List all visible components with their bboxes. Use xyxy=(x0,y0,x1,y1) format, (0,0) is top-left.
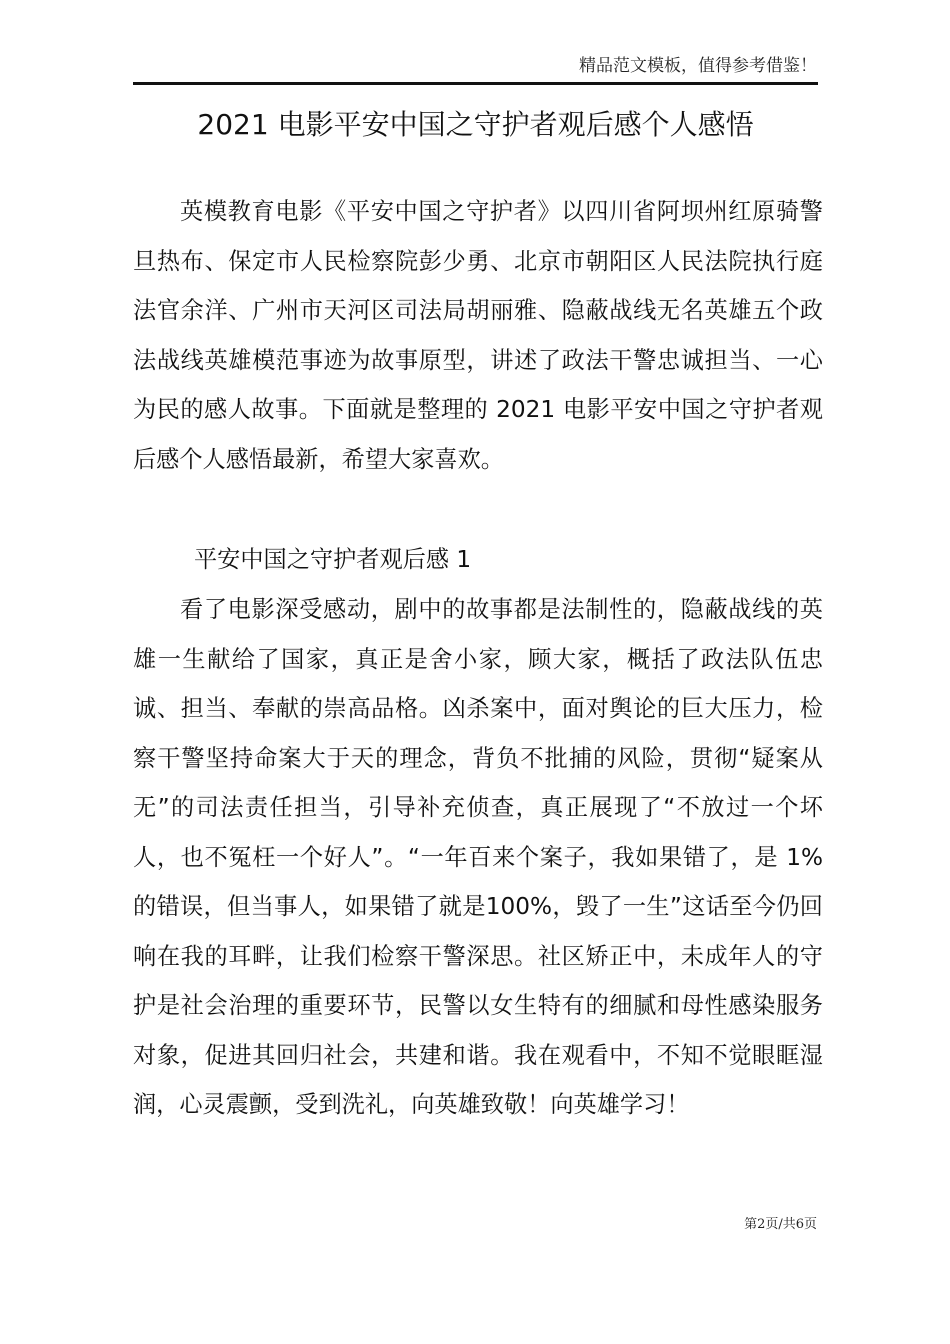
section-heading: 平安中国之守护者观后感 1 xyxy=(194,546,472,573)
intro-section xyxy=(133,187,823,484)
intro-paragraph: 英模教育电影《平安中国之守护者》以四川省阿坝州红原骑警旦热布、保定市人民检察院彭少勇、北京市朝阳区人民法院执行庭法官余洋、广州市天河区司法局胡丽雅、隐蔽战线无名英雄五个政法战线英雄模范事迹为故事原型，讲述了政法干警忠诚担当、一心为民的感人故事。下面就是整理的 2021 电影平安中国之守护者观后感个人感悟最新，希望大家喜欢。 xyxy=(133,198,823,473)
document-title: 2021 电影平安中国之守护者观后感个人感悟 xyxy=(197,108,754,141)
page-number: 第2页/共6页 xyxy=(744,1217,817,1232)
header-tagline: 精品范文模板，值得参考借鉴！ xyxy=(579,56,817,76)
section-body xyxy=(133,585,823,1130)
header-divider xyxy=(133,82,818,85)
section-paragraph: 看了电影深受感动，剧中的故事都是法制性的，隐蔽战线的英雄一生献给了国家，真正是舍小家，顾大家，概括了政法队伍忠诚、担当、奉献的崇高品格。凶杀案中，面对舆论的巨大压力，检察干警坚持命案大于天的理念，背负不批捕的风险，贯彻“疑案从无”的司法责任担当，引导补充侦查，真正展现了“不放过一个坏人，也不冤枉一个好人”。“一年百来个案子，我如果错了，是 1%的错误，但当事人，如果错了就是100%，毁了一生”这话至今仍回响在我的耳畔，让我们检察干警深思。社区矫正中，未成年人的守护是社会治理的重要环节，民警以女生特有的细腻和母性感染服务对象，促进其回归社会，共建和谐。我在观看中，不知不觉眼眶湿润，心灵震颤，受到洗礼，向英雄致敬！向英雄学习！ xyxy=(133,596,823,1118)
